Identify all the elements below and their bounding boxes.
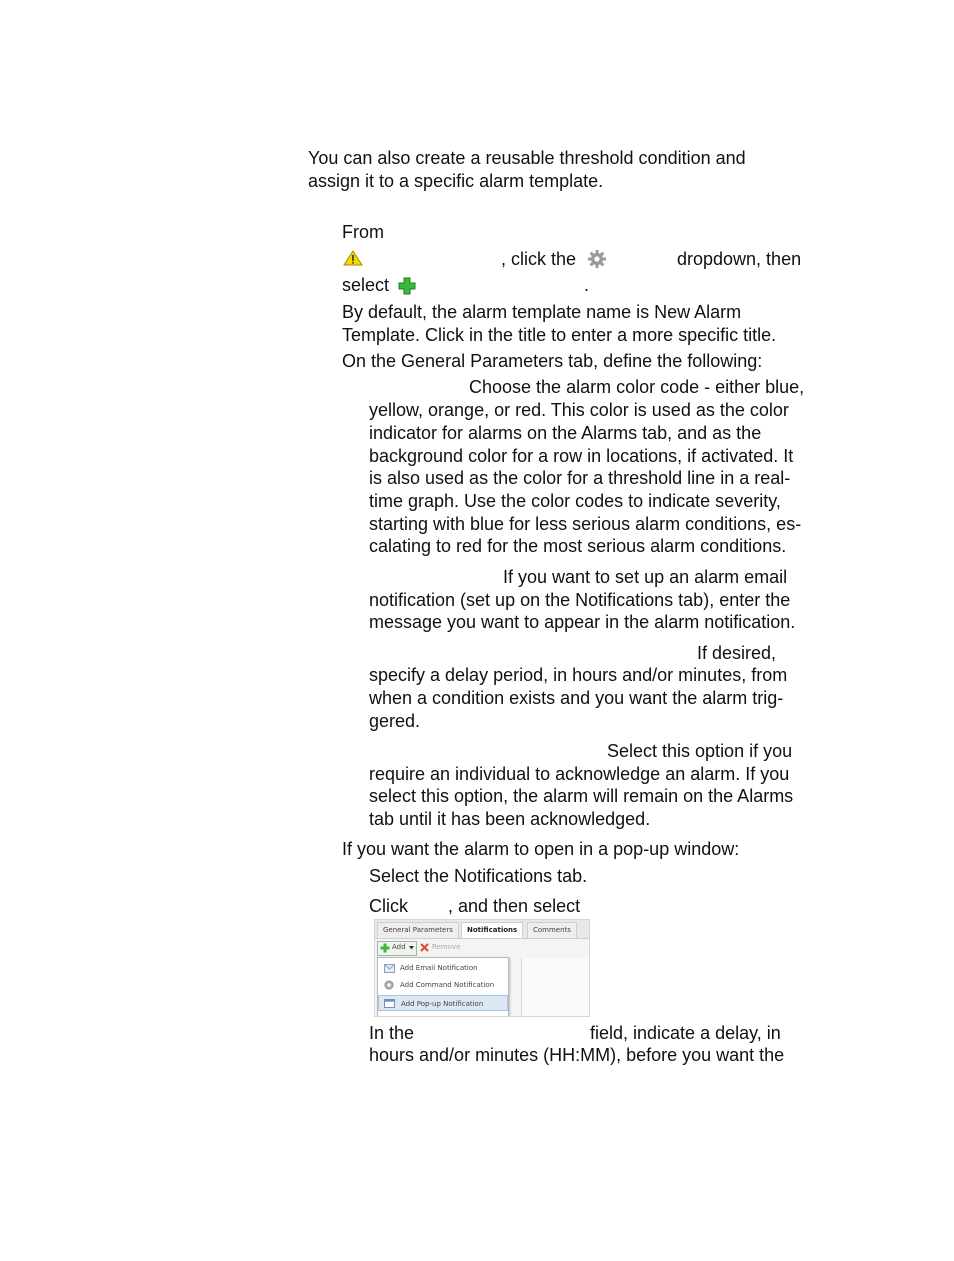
notifications-screenshot — [374, 919, 590, 1017]
color-item-line: background color for a row in locations, if activated. It — [369, 446, 794, 466]
screenshot-toolbar — [375, 939, 590, 957]
remove-button[interactable]: Remove — [432, 943, 461, 951]
delay-item-line: when a condition exists and you want the alarm trig- — [369, 688, 784, 708]
color-item-line: is also used as the color for a threshold line in a real- — [369, 468, 791, 488]
step4-line-1: If you want the alarm to open in a pop-up window: — [342, 839, 740, 859]
remove-icon — [420, 943, 429, 952]
screenshot-content-panel — [521, 958, 590, 1017]
color-item-line: yellow, orange, or red. This color is used as the color — [369, 400, 789, 420]
step4-sub3-line-2: hours and/or minutes (HH:MM), before you want the — [369, 1045, 785, 1065]
menu-item-add-email[interactable] — [378, 960, 508, 976]
menu-item-add-popup[interactable] — [378, 995, 508, 1011]
tab-comments[interactable]: Comments — [527, 922, 577, 938]
step4-sub3-in-the: In the — [369, 1023, 415, 1043]
add-button[interactable] — [377, 941, 417, 956]
color-item-line: calating to red for the most serious alarm conditions. — [369, 536, 787, 556]
tab-notifications[interactable]: Notifications — [461, 922, 523, 938]
add-icon — [380, 943, 390, 953]
menu-item-label: Add Pop-up Notification — [401, 1000, 484, 1008]
step1-select: select — [342, 275, 390, 295]
email-icon — [384, 964, 395, 973]
ack-item-line: tab until it has been acknowledged. — [369, 809, 651, 829]
step4-sub2-then: , and then select — [448, 896, 581, 916]
message-item-line: If you want to set up an alarm email — [503, 567, 788, 587]
color-item-line: indicator for alarms on the Alarms tab, and as the — [369, 423, 762, 443]
step4-sub3-field: field, indicate a delay, in — [590, 1023, 781, 1043]
menu-item-add-command[interactable] — [378, 977, 508, 993]
step4-sub-1: Select the Notifications tab. — [369, 866, 588, 886]
message-item-line: message you want to appear in the alarm notification. — [369, 612, 796, 632]
add-icon — [398, 277, 416, 295]
color-item-line: time graph. Use the color codes to indicate severity, — [369, 491, 781, 511]
step2-line-1: By default, the alarm template name is New Alarm — [342, 302, 742, 322]
delay-item-line: If desired, — [697, 643, 777, 663]
step1-period: . — [584, 275, 590, 295]
color-item-line: starting with blue for less serious alarm conditions, es- — [369, 514, 802, 534]
menu-item-label: Add Command Notification — [400, 981, 495, 989]
step1-dropdown-then: dropdown, then — [677, 249, 802, 269]
delay-item-line: gered. — [369, 711, 421, 731]
dropdown-arrow-icon — [409, 946, 414, 950]
add-dropdown-menu — [377, 957, 509, 1017]
message-item-line: notification (set up on the Notifications tab), enter the — [369, 590, 791, 610]
step1-click-the: , click the — [501, 249, 577, 269]
ack-item-line: select this option, the alarm will remain on the Alarms — [369, 786, 794, 806]
delay-item-line: specify a delay period, in hours and/or minutes, from — [369, 665, 788, 685]
intro-line-2: assign it to a specific alarm template. — [308, 171, 604, 191]
warning-icon — [343, 250, 363, 266]
step4-sub2-click: Click — [369, 896, 408, 916]
ack-item-line: Select this option if you — [607, 741, 793, 761]
intro-line-1: You can also create a reusable threshold condition and — [308, 148, 746, 168]
gear-icon — [587, 249, 607, 269]
ack-item-line: require an individual to acknowledge an alarm. If you — [369, 764, 790, 784]
color-item-line: Choose the alarm color code - either blue, — [469, 377, 805, 397]
menu-item-label: Add Email Notification — [400, 964, 478, 972]
add-button-label: Add — [392, 943, 406, 951]
tab-general-parameters[interactable]: General Parameters — [377, 922, 459, 938]
step1-from: From — [342, 222, 384, 242]
command-icon — [384, 980, 394, 990]
screenshot-tab-bar — [375, 920, 590, 939]
popup-icon — [384, 999, 395, 1008]
step2-line-2: Template. Click in the title to enter a more specific title. — [342, 325, 777, 345]
step3-line-1: On the General Parameters tab, define the following: — [342, 351, 763, 371]
